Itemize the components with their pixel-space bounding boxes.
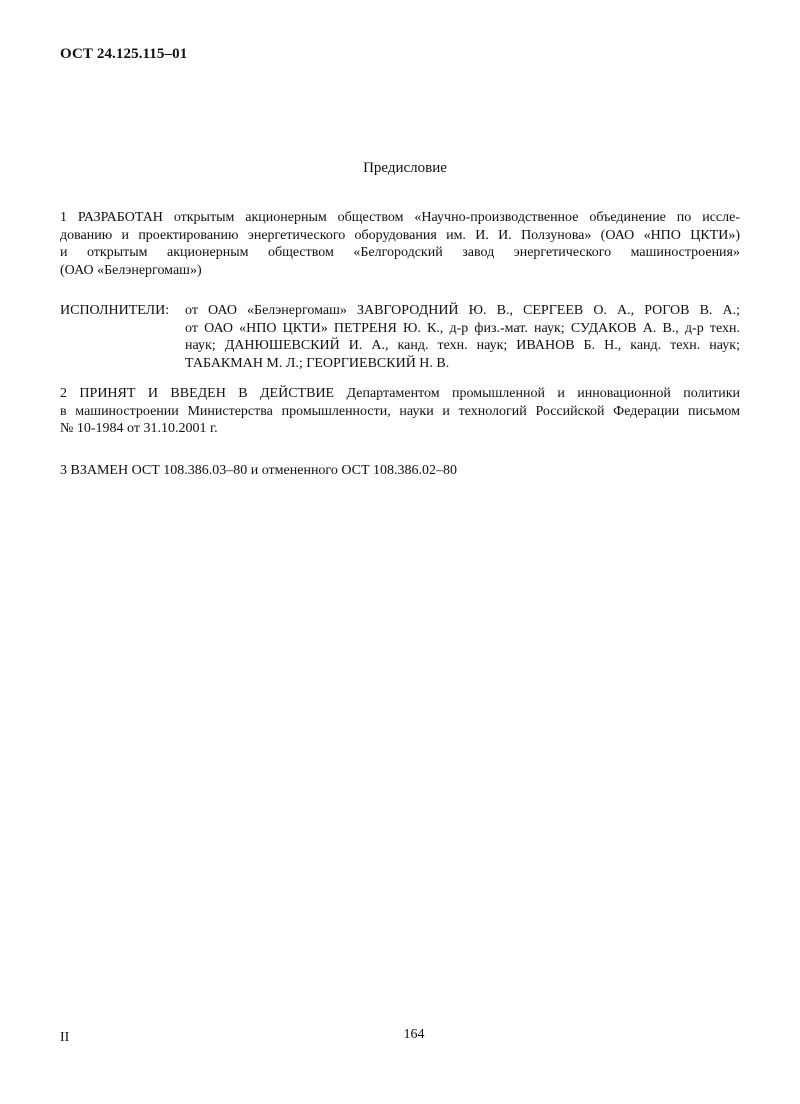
section-line: 1 РАЗРАБОТАН открытым акционерным обществом «Научно-производственное объединение по иссле- (60, 210, 740, 225)
section-line: в машиностроении Министерства промышленности, науки и технологий Российской Федерации письмом (60, 403, 740, 419)
section-line: № 10-1984 от 31.10.2001 г. (60, 421, 218, 436)
section-line: 3 ВЗАМЕН ОСТ 108.386.03–80 и отмененного ОСТ 108.386.02–80 (60, 463, 457, 478)
executors-line: от ОАО «НПО ЦКТИ» ПЕТРЕНЯ Ю. К., д-р физ.-мат. наук; СУДАКОВ А. В., д-р техн. (185, 320, 740, 336)
section-line: (ОАО «Белэнергомаш») (60, 262, 202, 278)
section-line: 2 ПРИНЯТ И ВВЕДЕН В ДЕЙСТВИЕ Департаментом промышленной и инновационной политики (60, 386, 740, 401)
executors-line: ТАБАКМАН М. Л.; ГЕОРГИЕВСКИЙ Н. В. (185, 355, 450, 371)
page-number: 164 (403, 1027, 425, 1042)
page-title: Предисловие (363, 160, 447, 176)
section-developed-by (60, 209, 740, 279)
document-code: ОСТ 24.125.115–01 (60, 46, 188, 62)
section-adopted (60, 385, 740, 438)
section-executors (60, 302, 740, 372)
section-line: и открытым акционерным обществом «Белгородский завод энергетического машиностроения» (60, 245, 740, 260)
executors-label: ИСПОЛНИТЕЛИ: (60, 303, 170, 318)
section-line: дованию и проектированию энергетического оборудования им. И. И. Ползунова» (ОАО «НПО ЦКТИ») (60, 227, 740, 243)
section-replaces (60, 462, 740, 480)
executors-line: наук; ДАНЮШЕВСКИЙ И. А., канд. техн. наук; ИВАНОВ Б. Н., канд. техн. наук; (185, 338, 740, 353)
footer-roman-numeral: II (60, 1030, 70, 1045)
executors-line: от ОАО «Белэнергомаш» ЗАВГОРОДНИЙ Ю. В., СЕРГЕЕВ О. А., РОГОВ В. А.; (185, 303, 740, 318)
